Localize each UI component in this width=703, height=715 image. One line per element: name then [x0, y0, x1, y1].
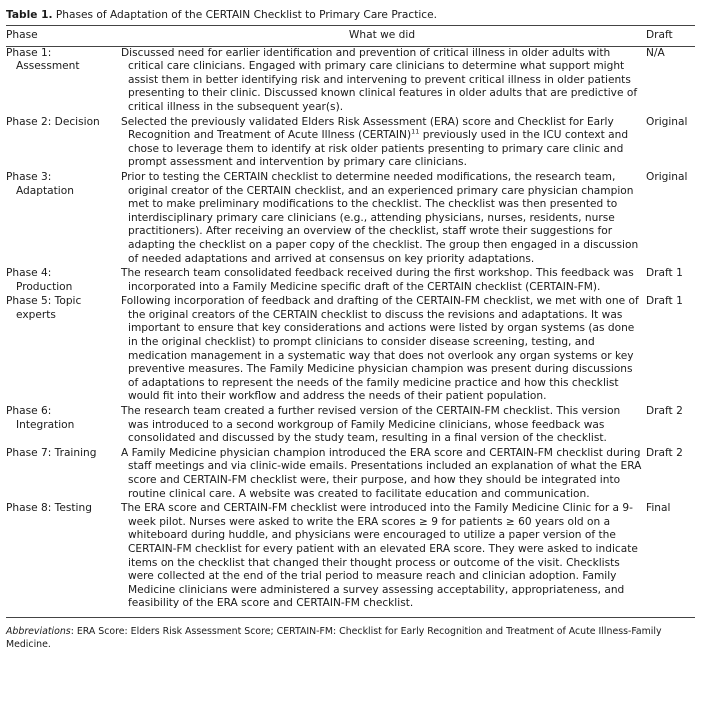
footnote-text: : ERA Score: Elders Risk Assessment Score; CERTAIN-FM: Checklist for Early Recognition and Treatment of Acute Illness-Family Medicine.: [6, 625, 662, 650]
table-caption: [6, 0, 695, 25]
table-caption-text: Phases of Adaptation of the CERTAIN Checklist to Primary Care Practice.: [55, 9, 438, 21]
draft-cell: Original: [646, 115, 688, 128]
header-what: What we did: [348, 29, 416, 41]
table-row: [6, 447, 695, 502]
what-cell: [118, 171, 646, 267]
what-text: [121, 116, 642, 170]
what-text-part: Selected the previously validated Elders Risk Assessment (ERA) score and Checklist for Early Recognition and Treatment of Acute Illness (CERTAIN): [121, 115, 614, 142]
what-cell: [118, 502, 646, 615]
draft-cell: Original: [646, 170, 688, 183]
phase-label-cont: experts: [16, 308, 56, 321]
table-row: [6, 502, 695, 615]
phase-cell: [6, 267, 118, 295]
what-text: The research team created a further revised version of the CERTAIN-FM checklist. This version was introduced to a second workgroup of Family Medicine clinicians, whose feedback was consolidated and discussed by the study team, resulting in a final version of the checklist.: [121, 405, 621, 445]
citation-superscript: 11: [411, 127, 420, 136]
draft-cell: Draft 2: [646, 446, 683, 459]
table-row: [6, 267, 695, 295]
phase-label-cont: Assessment: [16, 60, 80, 73]
table-caption-label: Table 1.: [6, 9, 53, 21]
phase-label: Phase 8: Testing: [6, 502, 92, 515]
header-draft: Draft: [646, 29, 673, 41]
phase-label-cont: Adaptation: [16, 184, 74, 197]
phase-cell: [6, 502, 118, 615]
table-row: [6, 405, 695, 447]
table-header-row: [6, 26, 695, 47]
phase-label: Phase 7: Training: [6, 446, 97, 459]
draft-cell: Draft 2: [646, 405, 683, 418]
what-cell: [118, 46, 646, 115]
what-text: Following incorporation of feedback and drafting of the CERTAIN-FM checklist, we met with one of the original creators of the CERTAIN checklist to discuss the revisions and adaptations. It was important to ensure that key considerations and actions were listed by organ systems (as done in the original checklist) to prompt clinicians to consider disease screening, testing, and medication management in a systematic way that does not overlook any organ systems or key preventive measures. The Family Medicine physician champion was present during discussions of adaptations to represent the needs of the family medicine practice and how this checklist would fit into their workflow and address the needs of their patient population.: [121, 295, 639, 403]
what-cell: [118, 405, 646, 447]
phase-label: Phase 4:: [6, 267, 52, 280]
what-cell: [118, 295, 646, 405]
phase-cell: [6, 405, 118, 447]
header-phase: Phase: [6, 29, 38, 41]
phase-label: Phase 6:: [6, 405, 52, 418]
phase-label: Phase 1:: [6, 46, 52, 59]
what-text-part: previously used in the ICU context and chose to leverage them to identify at risk older patients presenting to primary care clinic and prompt assessment and intervention by primary care clinicians.: [128, 129, 629, 169]
what-text: Prior to testing the CERTAIN checklist to determine needed modifications, the research team, original creator of the CERTAIN checklist, and an experienced primary care physician champion met to make preliminary modifications to the checklist. The checklist was then presented to interdisciplinary primary care clinicians (e.g., attending physicians, nurses, residents, nurse practitioners). After receiving an overview of the checklist, staff wrote their suggestions for adapting the checklist on a paper copy of the checklist. The group then engaged in a discussion of needed adaptations and arrived at consensus on key priority adaptations.: [121, 170, 639, 265]
table-row: [6, 46, 695, 115]
table-row: [6, 116, 695, 171]
table-footnote: [6, 618, 695, 651]
phase-cell: [6, 447, 118, 502]
phase-cell: [6, 171, 118, 267]
what-cell: [118, 267, 646, 295]
table-row: [6, 171, 695, 267]
phase-cell: [6, 295, 118, 405]
draft-cell: Draft 1: [646, 267, 683, 280]
what-cell: [118, 447, 646, 502]
what-text: The research team consolidated feedback received during the first workshop. This feedback was incorporated into a Family Medicine specific draft of the CERTAIN checklist (CERTAIN-FM).: [121, 267, 634, 293]
phase-label-cont: Integration: [16, 418, 75, 431]
draft-cell: N/A: [646, 46, 665, 59]
what-text: Discussed need for earlier identification and prevention of critical illness in older adults with critical care clinicians. Engaged with primary care clinicians to determine what support might assist them in better identifying risk and intervening to prevent critical illness in older patients presenting to their clinic. Discussed known clinical features in older adults that are predictive of critical illness in the subsequent year(s).: [121, 46, 638, 113]
table-row: [6, 295, 695, 405]
what-text: A Family Medicine physician champion introduced the ERA score and CERTAIN-FM checklist during staff meetings and via clinic-wide emails. Presentations included an explanation of what the ERA score and CERTAIN-FM checklist were, their purpose, and how they should be integrated into routine clinical care. A website was created to facilitate education and communication.: [121, 446, 642, 500]
phase-cell: [6, 116, 118, 171]
phase-label: Phase 5: Topic: [6, 295, 82, 308]
draft-cell: Draft 1: [646, 295, 683, 308]
draft-cell: Final: [646, 502, 671, 515]
phase-label: Phase 2: Decision: [6, 115, 100, 128]
footnote-label: Abbreviations: [6, 625, 71, 637]
phases-table: [6, 25, 695, 615]
phase-label: Phase 3:: [6, 170, 52, 183]
phase-label-cont: Production: [16, 280, 73, 293]
what-text: The ERA score and CERTAIN-FM checklist were introduced into the Family Medicine Clinic for a 9-week pilot. Nurses were asked to write the ERA scores ≥ 9 for patients ≥ 60 years old on a whiteboard during huddle, and physicians were encouraged to utilize a paper version of the CERTAIN-FM checklist for every patient with an elevated ERA score. They were asked to indicate items on the checklist that changed their thought process or outcome of the visit. Checklists were collected at the end of the trial period to measure reach and clinician adoption. Family Medicine clinicians were administered a survey assessing acceptability, appropriateness, and feasibility of the ERA score and CERTAIN-FM checklist.: [121, 502, 638, 610]
phase-cell: [6, 46, 118, 115]
what-cell: [118, 116, 646, 171]
